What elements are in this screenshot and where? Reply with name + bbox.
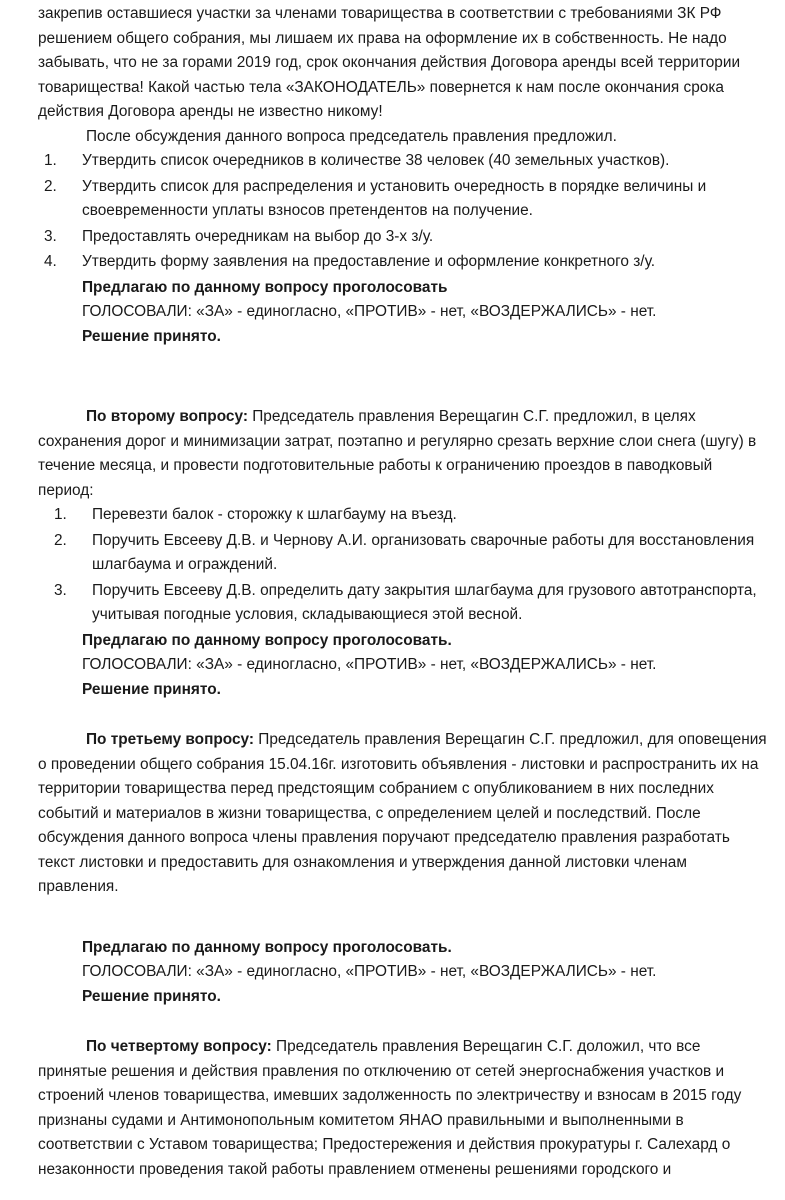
vote-proposal: Предлагаю по данному вопросу проголосовать. bbox=[82, 631, 452, 649]
list-item-text: Утвердить список для распределения и установить очередность в порядке величины и своевременности уплаты взносов претендентов на получение. bbox=[82, 177, 707, 219]
opening-paragraph: закрепив оставшиеся участки за членами товарищества в соответствии с требованиями ЗК РФ решением общего собрания, мы лишаем их права на оформление их в собственность. Не надо забывать, что не за горами 2019 год, срок окончания действия Договора аренды всей территории товарищества! Какой частью тела «ЗАКОНОДАТЕЛЬ» повернется к нам после окончания срока действия Договора аренды не известно никому! bbox=[38, 5, 741, 120]
section2-paragraph bbox=[38, 405, 771, 503]
decision-text: Решение принято. bbox=[82, 680, 221, 698]
list-item bbox=[54, 579, 771, 628]
section1-list bbox=[38, 149, 771, 275]
decision-text: Решение принято. bbox=[82, 327, 221, 345]
section3-vote-block bbox=[38, 936, 771, 1010]
section-label: По второму вопросу: bbox=[86, 408, 248, 425]
list-item-number: 3. bbox=[54, 581, 67, 599]
list-item bbox=[44, 175, 771, 224]
list-item-text: Утвердить форму заявления на предоставление и оформление конкретного з/у. bbox=[82, 253, 656, 270]
list-item-text: Предоставлять очередникам на выбор до 3-х з/у. bbox=[82, 227, 434, 245]
list-item-text: Поручить Евсееву Д.В. определить дату закрытия шлагбаума для грузового автотранспорта, учитывая погодные условия, складывающиеся этой весной. bbox=[92, 581, 757, 623]
section3-paragraph bbox=[38, 728, 771, 900]
section-label: По третьему вопросу: bbox=[86, 731, 255, 748]
decision-text: Решение принято. bbox=[82, 987, 221, 1005]
list-item bbox=[54, 529, 771, 578]
list-item bbox=[54, 503, 771, 528]
section-body: Председатель правления Верещагин С.Г. доложил, что все принятые решения и действия правления по отключению от сетей энергоснабжения участков и строений членов товарищества, имевших задолженность по электричеству и взносам в 2015 году признаны судами и Антимонопольным комитетом ЯНАО правильными и выполненными в соответствии с Уставом товарищества; Предостережения и действия прокуратуры г. Салехард о незаконности проведения такой работы правлением отменены решениями городского и bbox=[38, 1038, 742, 1178]
list-item-number: 2. bbox=[44, 177, 57, 195]
vote-result: ГОЛОСОВАЛИ: «ЗА» - единогласно, «ПРОТИВ» - нет, «ВОЗДЕРЖАЛИСЬ» - нет. bbox=[82, 656, 657, 673]
section2-list bbox=[38, 503, 771, 628]
list-item-text: Утвердить список очередников в количестве 38 человек (40 земельных участков). bbox=[82, 152, 670, 169]
list-item-number: 2. bbox=[54, 531, 67, 549]
list-item-text: Поручить Евсееву Д.В. и Чернову А.И. организовать сварочные работы для восстановления шлагбаума и ограждений. bbox=[92, 531, 755, 573]
list-item-number: 1. bbox=[54, 506, 67, 523]
section-body: Председатель правления Верещагин С.Г. предложил, для оповещения о проведении общего собрания 15.04.16г. изготовить объявления - листовки и распространить их на территории товарищества перед предстоящим собранием с опубликованием в них последних событий и материалов в жизни товарищества, с определением целей и последствий. После обсуждения данного вопроса члены правления поручают председателю правления разработать текст листовки и предоставить для ознакомления и утверждения данной листовки членам правления. bbox=[38, 731, 767, 895]
list-item-number: 3. bbox=[44, 227, 57, 245]
list-item bbox=[44, 250, 771, 275]
vote-result: ГОЛОСОВАЛИ: «ЗА» - единогласно, «ПРОТИВ» - нет, «ВОЗДЕРЖАЛИСЬ» - нет. bbox=[82, 303, 657, 320]
list-item bbox=[44, 225, 771, 250]
section2-vote-block bbox=[38, 629, 771, 703]
vote-proposal: Предлагаю по данному вопросу проголосовать bbox=[82, 278, 448, 296]
list-item-text: Перевезти балок - сторожку к шлагбауму на въезд. bbox=[92, 506, 457, 523]
list-item-number: 4. bbox=[44, 253, 57, 270]
section-label: По четвертому вопросу: bbox=[86, 1038, 272, 1055]
section1-vote-block bbox=[38, 276, 771, 350]
section4-paragraph bbox=[38, 1035, 771, 1182]
section1-intro: После обсуждения данного вопроса председатель правления предложил. bbox=[86, 127, 617, 145]
list-item bbox=[44, 149, 771, 174]
vote-proposal: Предлагаю по данному вопросу проголосовать. bbox=[82, 938, 452, 956]
list-item-number: 1. bbox=[44, 152, 57, 169]
vote-result: ГОЛОСОВАЛИ: «ЗА» - единогласно, «ПРОТИВ» - нет, «ВОЗДЕРЖАЛИСЬ» - нет. bbox=[82, 963, 657, 980]
section-body: Председатель правления Верещагин С.Г. предложил, в целях сохранения дорог и минимизации затрат, поэтапно и регулярно срезать верхние слои снега (шугу) в течение месяца, и провести подготовительные работы к ограничению проездов в паводковый период: bbox=[38, 408, 757, 499]
